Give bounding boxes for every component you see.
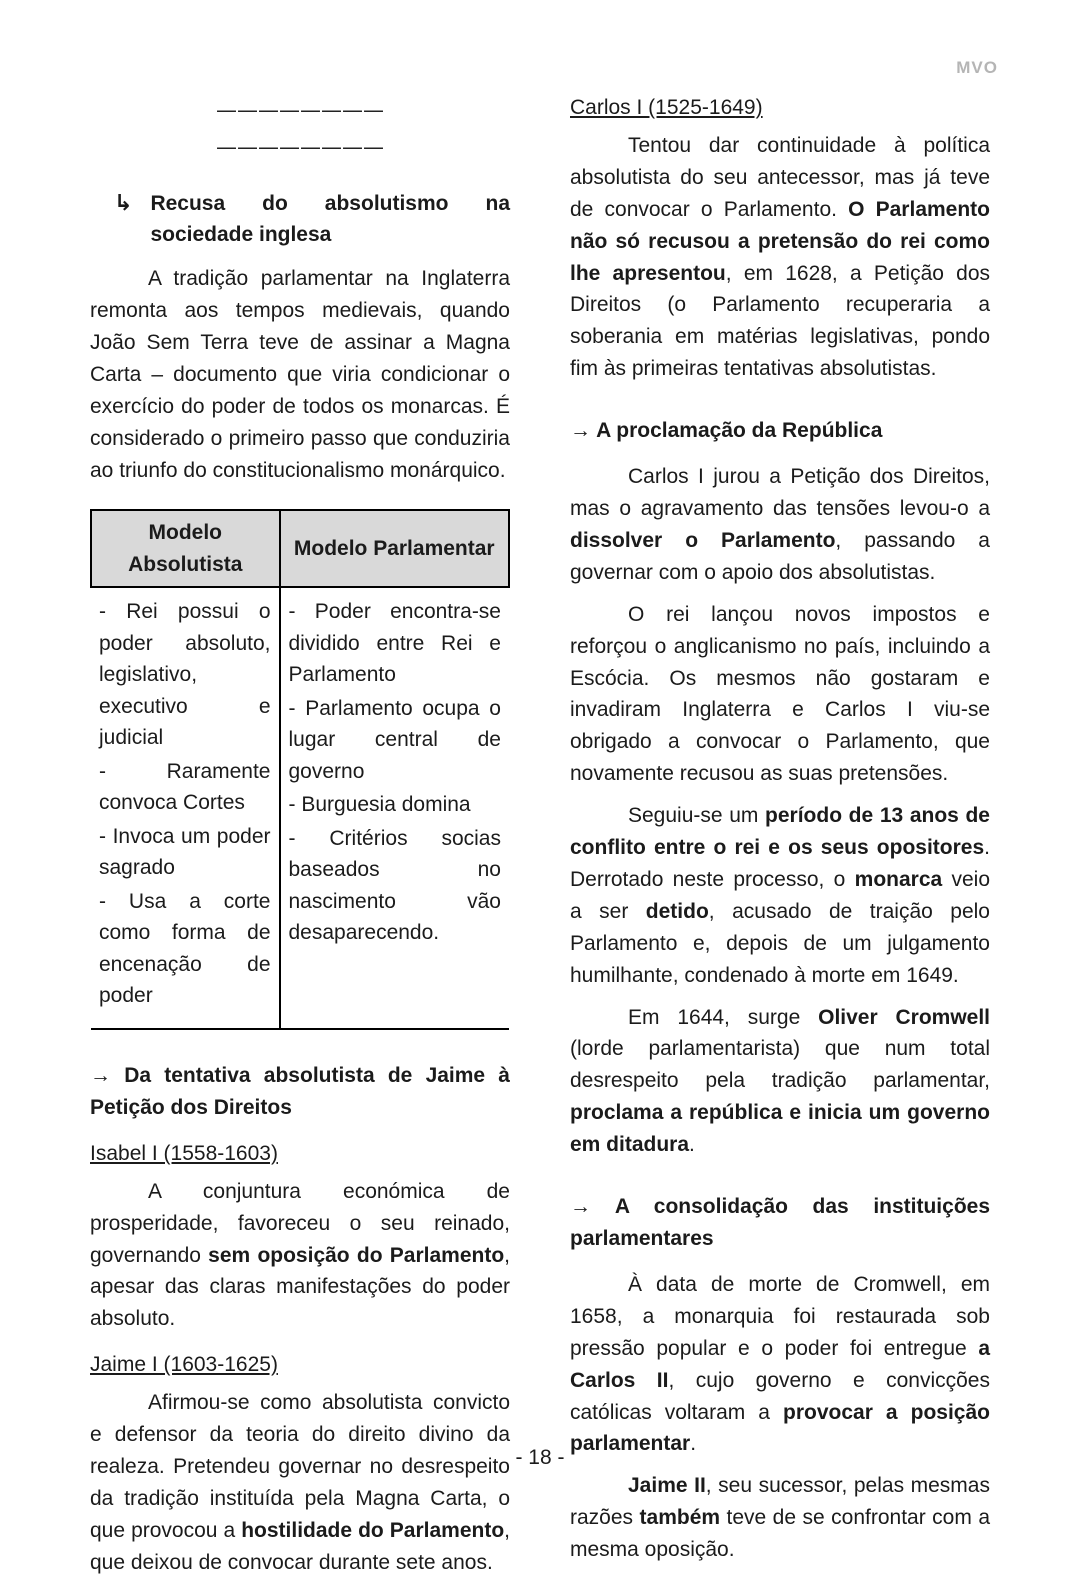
text-run: , acusado de traição pelo Parlamento e, depois de um julgamento humilhante, condenado à morte em 1649.	[570, 899, 990, 987]
page-number: - 18 -	[515, 1446, 565, 1469]
text-run: A conjuntura económica de prosperidade, favoreceu o seu reinado, governando	[90, 1179, 510, 1267]
paragraph-republica-3	[570, 800, 990, 991]
text-run: , que deixou de convocar durante sete anos.	[90, 1518, 511, 1574]
subsection-heading-text: A proclamação da República	[596, 419, 883, 443]
comparison-table	[90, 509, 510, 1030]
arrow-icon: →	[570, 419, 591, 443]
text-run: À data de morte de Cromwell, em 1658, a monarquia foi restaurada sob pressão popular e o poder foi entregue	[570, 1272, 990, 1360]
bold-text-run: detido	[645, 899, 709, 923]
watermark-initials: MVO	[956, 58, 998, 77]
text-run: , passando a governar com o apoio dos absolutistas.	[570, 528, 990, 584]
bold-text-run: período de 13 anos de conflito entre o rei e os seus opositores	[570, 804, 990, 860]
table-body-row	[91, 587, 509, 1029]
ruler-title-jaime-i: Jaime I (1603-1625)	[90, 1353, 278, 1377]
paragraph-republica-1	[570, 461, 990, 589]
table-cell-item: - Burguesia domina	[288, 793, 471, 817]
text-run: , apesar das claras manifestações do poder absoluto.	[90, 1243, 510, 1331]
text-run: Afirmou-se como absolutista convicto e defensor da teoria do direito divino da realeza. Pretendeu governar no desrespeito da tradição instituída pela Magna Carta, o que provocou a	[90, 1391, 510, 1542]
curved-arrow-bullet-icon: ↳	[114, 190, 133, 216]
bold-text-run: hostilidade do Parlamento	[241, 1518, 505, 1542]
table-header-row	[91, 510, 509, 588]
table-cell-item: - Critérios socias baseados no nascimento vão desaparecendo.	[288, 826, 501, 945]
text-run: . Derrotado neste processo, o	[570, 836, 990, 891]
table-cell-item: - Invoca um poder sagrado	[99, 824, 271, 880]
ruler-title-isabel: Isabel I (1558-1603)	[90, 1141, 278, 1165]
bold-text-run: também	[639, 1506, 721, 1530]
text-run: Seguiu-se um	[628, 804, 766, 828]
text-run: , seu sucessor, pelas mesmas razões	[570, 1474, 990, 1530]
paragraph-carlos-i	[570, 130, 990, 385]
text-run: (lorde parlamentarista) que num total desrespeito pela tradição parlamentar,	[570, 1037, 990, 1093]
table-header-absolutista: Modelo Absolutista	[91, 510, 280, 588]
paragraph-republica-2	[570, 599, 990, 790]
bold-text-run: dissolver o Parlamento	[570, 528, 836, 552]
text-run: .	[690, 1432, 697, 1456]
table-header-parlamentar: Modelo Parlamentar	[280, 510, 510, 588]
dash-line: ————————	[216, 98, 384, 122]
subsection-heading-text: A consolidação das instituições parlamentares	[570, 1195, 991, 1250]
text-run: O rei lançou novos impostos e reforçou o anglicanismo no país, incluindo a Escócia. Os mesmos não gostaram e invadiram Inglaterra e Carlos I viu-se obrigado a convocar o Parlamento, que novamente recusou as suas pretensões.	[570, 602, 990, 786]
bold-text-run: Oliver Cromwell	[818, 1005, 991, 1029]
intro-paragraph	[90, 263, 510, 486]
text-run: Em 1644, surge	[628, 1005, 819, 1029]
paragraph-republica-4	[570, 1002, 990, 1162]
paragraph-jaime-i	[90, 1387, 510, 1578]
text-run: Carlos I jurou a Petição dos Direitos, mas o agravamento das tensões levou-o a	[570, 465, 990, 520]
text-run: , em 1628, a Petição dos Direitos (o Parlamento recuperaria a soberania em matérias legislativas, pondo fim às primeiras tentativas absolutistas.	[570, 261, 991, 381]
table-cell-absolutista	[91, 587, 280, 1029]
table-cell-item: - Raramente convoca Cortes	[99, 759, 271, 815]
subsection-heading-consolidacao	[570, 1191, 990, 1255]
right-column	[570, 92, 990, 1589]
paragraph-consolidacao-2	[570, 1470, 990, 1566]
text-run: teve de se confrontar com a mesma oposição.	[570, 1506, 991, 1562]
bold-text-run: O Parlamento não só recusou a pretensão do rei como lhe apresentou	[570, 197, 990, 285]
text-run: Tentou dar continuidade à política absolutista do seu antecessor, mas já teve de convocar o Parlamento.	[570, 133, 990, 221]
section-heading-text: Recusa do absolutismo na sociedade inglesa	[150, 191, 510, 247]
table-cell-item: - Usa a corte como forma de encenação de poder	[99, 889, 271, 1008]
table-cell-item: - Rei possui o poder absoluto, legislativo, executivo e judicial	[99, 600, 271, 750]
ruler-title-carlos-i: Carlos I (1525-1649)	[570, 96, 763, 119]
bold-text-run: provocar a posição parlamentar	[570, 1400, 990, 1456]
bold-text-run: sem oposição do Parlamento	[208, 1243, 505, 1267]
arrow-icon: →	[90, 1063, 111, 1087]
bold-text-run: monarca	[854, 867, 943, 891]
text-run: A tradição parlamentar na Inglaterra remonta aos tempos medievais, quando João Sem Terra teve de assinar a Magna Carta – documento que viria condicionar o exercício do poder de todos os monarcas. É considerado o primeiro passo que conduziria ao triunfo do constitucionalismo monárquico.	[90, 267, 510, 482]
separator-dashes	[90, 92, 510, 166]
paragraph-consolidacao-1	[570, 1269, 990, 1460]
bold-text-run: Jaime II	[628, 1474, 706, 1498]
subsection-heading-republica	[570, 415, 990, 447]
table-cell-item: - Parlamento ocupa o lugar central de governo	[288, 696, 501, 783]
dash-line: ————————	[216, 134, 384, 159]
bold-text-run: a Carlos II	[570, 1336, 990, 1392]
left-column	[90, 92, 510, 1589]
text-run: .	[689, 1133, 695, 1157]
subsection-heading-text: Da tentativa absolutista de Jaime à Petição dos Direitos	[90, 1063, 510, 1119]
text-run: veio a ser	[570, 867, 990, 923]
arrow-icon: →	[570, 1195, 591, 1219]
table-cell-item: - Poder encontra-se dividido entre Rei e Parlamento	[288, 600, 501, 687]
section-heading	[90, 188, 510, 252]
text-run: , cujo governo e convicções católicas voltaram a	[570, 1368, 990, 1424]
table-cell-parlamentar	[280, 587, 510, 1029]
subsection-heading-peticao	[90, 1060, 510, 1124]
bold-text-run: proclama a república e inicia um governo em ditadura	[570, 1101, 990, 1157]
paragraph-isabel	[90, 1176, 510, 1336]
